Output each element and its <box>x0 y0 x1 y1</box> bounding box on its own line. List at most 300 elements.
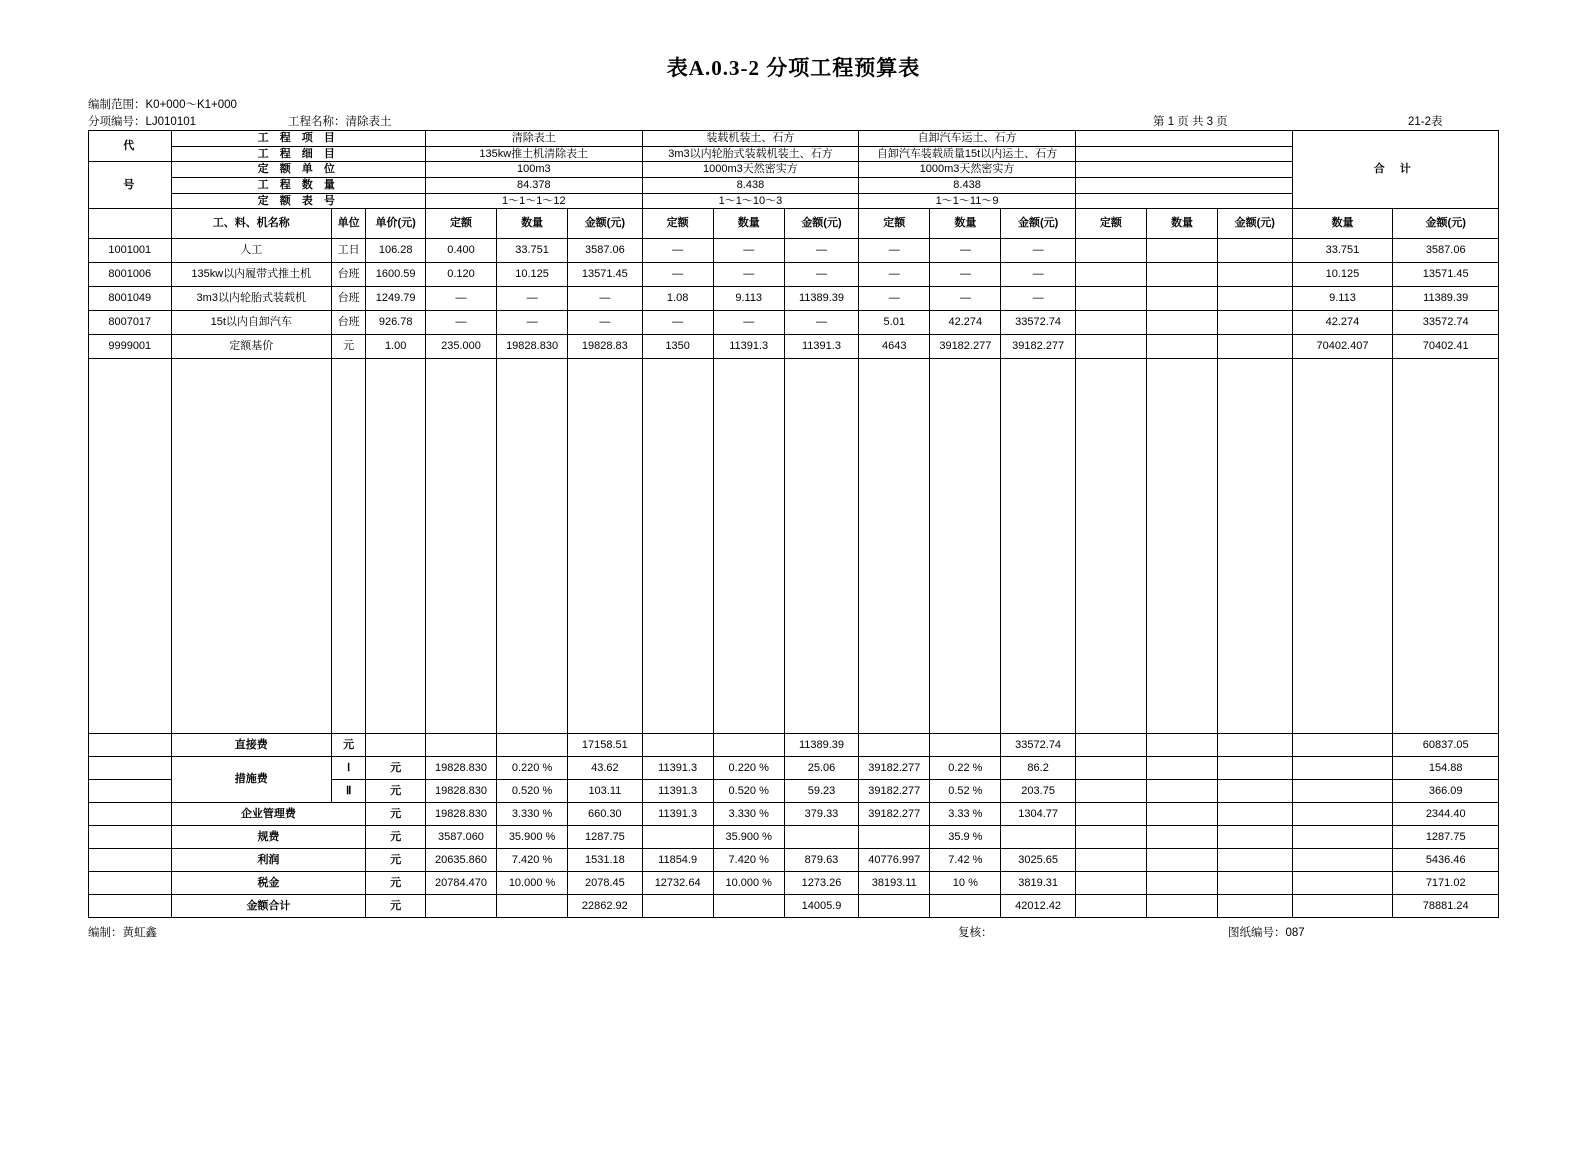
foot-g3-amount: 1304.77 <box>1001 803 1076 826</box>
blank-g2-qty <box>713 359 784 734</box>
header-row-quantity <box>89 177 1499 193</box>
row-g1-amount: 19828.83 <box>568 335 643 359</box>
foot-g1-amount: 22862.92 <box>568 895 643 918</box>
row-g1-qty: 33.751 <box>497 239 568 263</box>
row-total-amount: 70402.41 <box>1393 335 1499 359</box>
table-row <box>89 335 1499 359</box>
row-g3-amount: 39182.277 <box>1001 335 1076 359</box>
row-g2-amount: — <box>784 311 859 335</box>
foot-g4-amount <box>1218 803 1293 826</box>
summary-row-grand-total <box>89 895 1499 918</box>
foot-g3-amount: 3819.31 <box>1001 872 1076 895</box>
row-g4-amount <box>1218 311 1293 335</box>
row-total-qty: 9.113 <box>1292 287 1393 311</box>
foot-g4-amount <box>1218 872 1293 895</box>
header-row-quota-no <box>89 193 1499 209</box>
code-label-bottom: 号 <box>89 162 172 209</box>
foot-g3-base: 40776.997 <box>859 849 930 872</box>
page-title: 表A.0.3-2 分项工程预算表 <box>666 56 921 80</box>
foot-g1-amount: 17158.51 <box>568 734 643 757</box>
row-total-amount: 3587.06 <box>1393 239 1499 263</box>
total-header-label: 合 计 <box>1292 131 1498 209</box>
row-g4-quota <box>1075 287 1146 311</box>
foot-label: 直接费 <box>171 734 331 757</box>
header-label-unit: 定 额 单 位 <box>171 162 425 178</box>
foot-g2-base <box>642 826 713 849</box>
meta-block <box>88 96 1499 130</box>
group1-detail: 135kw推土机清除表土 <box>425 146 642 162</box>
foot-total-qty <box>1292 849 1393 872</box>
summary-row-measure-fee-1 <box>89 757 1499 780</box>
foot-g4-base <box>1075 872 1146 895</box>
table-row <box>89 311 1499 335</box>
foot-g4-rate <box>1146 895 1217 918</box>
foot-g1-amount: 1287.75 <box>568 826 643 849</box>
group4-unit <box>1075 162 1292 178</box>
group1-quota-no: 1～1～1～12 <box>425 193 642 209</box>
row-g1-amount: — <box>568 287 643 311</box>
foot-code <box>89 757 172 780</box>
foot-g2-amount: 14005.9 <box>784 895 859 918</box>
blank-g4-quota <box>1075 359 1146 734</box>
foot-g1-amount: 660.30 <box>568 803 643 826</box>
foot-g2-base: 11391.3 <box>642 803 713 826</box>
foot-price <box>366 734 426 757</box>
foot-g1-base: 20635.860 <box>425 849 496 872</box>
row-g3-amount: — <box>1001 263 1076 287</box>
col-g4-quota: 定额 <box>1075 209 1146 239</box>
foot-unit: 元 <box>366 826 426 849</box>
project-name: 工程名称：清除表土 <box>288 116 392 128</box>
row-g2-amount: 11389.39 <box>784 287 859 311</box>
foot-code <box>89 803 172 826</box>
foot-g4-rate <box>1146 872 1217 895</box>
foot-g1-rate: 35.900 % <box>497 826 568 849</box>
blank-total-qty <box>1292 359 1393 734</box>
foot-g2-amount: 879.63 <box>784 849 859 872</box>
blank-g4-qty <box>1146 359 1217 734</box>
foot-g2-base <box>642 895 713 918</box>
summary-row-tax <box>89 872 1499 895</box>
row-price: 1249.79 <box>366 287 426 311</box>
foot-g3-rate: 3.33 % <box>930 803 1001 826</box>
foot-g4-rate <box>1146 734 1217 757</box>
row-g3-quota: — <box>859 287 930 311</box>
foot-g3-amount: 3025.65 <box>1001 849 1076 872</box>
row-g2-quota: — <box>642 239 713 263</box>
foot-g4-amount <box>1218 780 1293 803</box>
table-row <box>89 287 1499 311</box>
col-g1-qty: 数量 <box>497 209 568 239</box>
foot-g4-rate <box>1146 849 1217 872</box>
row-g4-quota <box>1075 263 1146 287</box>
group2-project: 装载机装土、石方 <box>642 131 859 147</box>
group4-detail <box>1075 146 1292 162</box>
code-label-top: 代 <box>89 131 172 162</box>
foot-g2-rate: 35.900 % <box>713 826 784 849</box>
foot-g2-rate: 10.000 % <box>713 872 784 895</box>
group3-unit: 1000m3天然密实方 <box>859 162 1076 178</box>
foot-code <box>89 895 172 918</box>
row-g3-qty: — <box>930 263 1001 287</box>
group2-unit: 1000m3天然密实方 <box>642 162 859 178</box>
row-g2-qty: 11391.3 <box>713 335 784 359</box>
row-g2-amount: — <box>784 263 859 287</box>
foot-code <box>89 780 172 803</box>
foot-total-qty <box>1292 803 1393 826</box>
blank-total-amount <box>1393 359 1499 734</box>
foot-total-qty <box>1292 895 1393 918</box>
foot-total-amount: 7171.02 <box>1393 872 1499 895</box>
foot-g3-amount: 33572.74 <box>1001 734 1076 757</box>
col-total-qty: 数量 <box>1292 209 1393 239</box>
foot-g1-rate: 0.220 % <box>497 757 568 780</box>
footer-block <box>88 924 1499 942</box>
col-g1-quota: 定额 <box>425 209 496 239</box>
foot-total-qty <box>1292 780 1393 803</box>
foot-total-amount: 1287.75 <box>1393 826 1499 849</box>
col-g4-qty: 数量 <box>1146 209 1217 239</box>
foot-g2-amount <box>784 826 859 849</box>
foot-label: 措施费 <box>171 757 331 803</box>
row-g4-qty <box>1146 335 1217 359</box>
row-g1-qty: — <box>497 287 568 311</box>
foot-unit: 元 <box>331 734 365 757</box>
drawing-number-label: 图纸编号：087 <box>1228 927 1305 940</box>
blank-g1-qty <box>497 359 568 734</box>
header-label-project: 工 程 项 目 <box>171 131 425 147</box>
blank-g4-amount <box>1218 359 1293 734</box>
row-g1-qty: — <box>497 311 568 335</box>
foot-g1-rate: 10.000 % <box>497 872 568 895</box>
row-g3-qty: — <box>930 287 1001 311</box>
foot-total-amount: 366.09 <box>1393 780 1499 803</box>
row-g2-quota: — <box>642 311 713 335</box>
reviewer-label: 复核： <box>958 927 993 940</box>
blank-price <box>366 359 426 734</box>
header-label-quantity: 工 程 数 量 <box>171 177 425 193</box>
header-label-detail: 工 程 细 目 <box>171 146 425 162</box>
foot-code <box>89 849 172 872</box>
row-g1-qty: 10.125 <box>497 263 568 287</box>
row-g3-amount: — <box>1001 287 1076 311</box>
summary-row-profit <box>89 849 1499 872</box>
foot-g4-base <box>1075 849 1146 872</box>
foot-g3-base <box>859 826 930 849</box>
row-g1-quota: 235.000 <box>425 335 496 359</box>
table-row <box>89 263 1499 287</box>
row-g2-amount: 11391.3 <box>784 335 859 359</box>
row-g2-quota: 1350 <box>642 335 713 359</box>
foot-sub: Ⅱ <box>331 780 365 803</box>
blank-g3-qty <box>930 359 1001 734</box>
row-g1-qty: 19828.830 <box>497 335 568 359</box>
foot-g3-rate <box>930 734 1001 757</box>
row-code: 8007017 <box>89 311 172 335</box>
row-g4-quota <box>1075 311 1146 335</box>
row-g2-quota: 1.08 <box>642 287 713 311</box>
foot-g2-amount: 379.33 <box>784 803 859 826</box>
foot-g3-amount <box>1001 826 1076 849</box>
row-price: 926.78 <box>366 311 426 335</box>
page-indicator: 第 1 页 共 3 页 <box>1153 116 1228 128</box>
column-header-row <box>89 209 1499 239</box>
header-label-quota-no: 定 额 表 号 <box>171 193 425 209</box>
row-unit: 台班 <box>331 263 365 287</box>
col-code <box>89 209 172 239</box>
budget-table <box>88 130 1499 918</box>
group2-detail: 3m3以内轮胎式装载机装土、石方 <box>642 146 859 162</box>
foot-g2-amount: 1273.26 <box>784 872 859 895</box>
row-g4-amount <box>1218 263 1293 287</box>
row-g4-qty <box>1146 287 1217 311</box>
row-unit: 工日 <box>331 239 365 263</box>
compile-range: 编制范围：K0+000～K1+000 <box>88 99 237 111</box>
foot-g1-base: 19828.830 <box>425 780 496 803</box>
row-g1-quota: 0.120 <box>425 263 496 287</box>
foot-total-qty <box>1292 757 1393 780</box>
blank-spacer-row <box>89 359 1499 734</box>
row-g4-amount <box>1218 239 1293 263</box>
col-unit: 单位 <box>331 209 365 239</box>
group1-unit: 100m3 <box>425 162 642 178</box>
foot-label: 利润 <box>171 849 366 872</box>
row-g3-qty: 42.274 <box>930 311 1001 335</box>
blank-unit <box>331 359 365 734</box>
foot-unit: 元 <box>366 872 426 895</box>
foot-g2-rate <box>713 734 784 757</box>
blank-g2-amount <box>784 359 859 734</box>
row-g1-quota: — <box>425 287 496 311</box>
row-g3-qty: — <box>930 239 1001 263</box>
foot-g1-rate: 7.420 % <box>497 849 568 872</box>
row-name: 人工 <box>171 239 331 263</box>
row-code: 8001049 <box>89 287 172 311</box>
foot-g2-rate <box>713 895 784 918</box>
foot-g3-base: 39182.277 <box>859 780 930 803</box>
foot-g1-amount: 43.62 <box>568 757 643 780</box>
foot-g2-rate: 7.420 % <box>713 849 784 872</box>
row-g3-quota: 5.01 <box>859 311 930 335</box>
foot-g2-amount: 25.06 <box>784 757 859 780</box>
row-g1-quota: 0.400 <box>425 239 496 263</box>
foot-g1-rate: 0.520 % <box>497 780 568 803</box>
row-g3-amount: — <box>1001 239 1076 263</box>
row-g2-qty: — <box>713 311 784 335</box>
row-total-qty: 42.274 <box>1292 311 1393 335</box>
group4-project <box>1075 131 1292 147</box>
row-g1-amount: 13571.45 <box>568 263 643 287</box>
foot-g1-base <box>425 734 496 757</box>
foot-g4-base <box>1075 826 1146 849</box>
row-unit: 台班 <box>331 311 365 335</box>
row-g2-quota: — <box>642 263 713 287</box>
row-g4-qty <box>1146 263 1217 287</box>
row-g2-qty: — <box>713 239 784 263</box>
col-g3-qty: 数量 <box>930 209 1001 239</box>
foot-g1-rate <box>497 895 568 918</box>
foot-g2-base: 11391.3 <box>642 780 713 803</box>
group2-quota-no: 1～1～10～3 <box>642 193 859 209</box>
foot-unit: 元 <box>366 757 426 780</box>
foot-g4-rate <box>1146 803 1217 826</box>
foot-g1-rate: 3.330 % <box>497 803 568 826</box>
foot-g1-rate <box>497 734 568 757</box>
table-row <box>89 239 1499 263</box>
group1-quantity: 84.378 <box>425 177 642 193</box>
row-g3-amount: 33572.74 <box>1001 311 1076 335</box>
col-g2-qty: 数量 <box>713 209 784 239</box>
col-g4-amount: 金额(元) <box>1218 209 1293 239</box>
foot-total-amount: 5436.46 <box>1393 849 1499 872</box>
foot-total-qty <box>1292 872 1393 895</box>
foot-g2-base <box>642 734 713 757</box>
foot-g4-rate <box>1146 757 1217 780</box>
foot-unit: 元 <box>366 849 426 872</box>
blank-g2-quota <box>642 359 713 734</box>
blank-g1-quota <box>425 359 496 734</box>
foot-total-amount: 60837.05 <box>1393 734 1499 757</box>
row-g3-quota: 4643 <box>859 335 930 359</box>
foot-g4-amount <box>1218 826 1293 849</box>
foot-g2-rate: 0.220 % <box>713 757 784 780</box>
row-total-qty: 10.125 <box>1292 263 1393 287</box>
row-total-amount: 13571.45 <box>1393 263 1499 287</box>
foot-label: 金额合计 <box>171 895 366 918</box>
group3-quota-no: 1～1～11～9 <box>859 193 1076 209</box>
foot-g4-base <box>1075 734 1146 757</box>
foot-g3-rate: 0.52 % <box>930 780 1001 803</box>
foot-g3-base: 38193.11 <box>859 872 930 895</box>
foot-g3-amount: 42012.42 <box>1001 895 1076 918</box>
col-g3-amount: 金额(元) <box>1001 209 1076 239</box>
foot-g4-base <box>1075 895 1146 918</box>
row-total-amount: 11389.39 <box>1393 287 1499 311</box>
row-total-qty: 33.751 <box>1292 239 1393 263</box>
foot-label: 税金 <box>171 872 366 895</box>
row-g4-quota <box>1075 335 1146 359</box>
foot-g1-amount: 1531.18 <box>568 849 643 872</box>
header-row-detail <box>89 146 1499 162</box>
row-g4-quota <box>1075 239 1146 263</box>
summary-row-statutory-fee <box>89 826 1499 849</box>
foot-g3-base <box>859 895 930 918</box>
row-name: 15t以内自卸汽车 <box>171 311 331 335</box>
foot-label: 规费 <box>171 826 366 849</box>
blank-g3-quota <box>859 359 930 734</box>
item-number: 分项编号：LJ010101 <box>88 116 197 128</box>
col-total-amount: 金额(元) <box>1393 209 1499 239</box>
row-g2-amount: — <box>784 239 859 263</box>
foot-g1-base: 20784.470 <box>425 872 496 895</box>
row-g1-amount: — <box>568 311 643 335</box>
row-g2-qty: 9.113 <box>713 287 784 311</box>
foot-g4-base <box>1075 803 1146 826</box>
row-g2-qty: — <box>713 263 784 287</box>
row-g4-amount <box>1218 335 1293 359</box>
foot-total-qty <box>1292 734 1393 757</box>
foot-total-amount: 154.88 <box>1393 757 1499 780</box>
row-unit: 台班 <box>331 287 365 311</box>
foot-sub: Ⅰ <box>331 757 365 780</box>
sheet-number: 21-2表 <box>1408 116 1443 128</box>
row-g4-amount <box>1218 287 1293 311</box>
row-g3-qty: 39182.277 <box>930 335 1001 359</box>
foot-g3-rate <box>930 895 1001 918</box>
foot-total-qty <box>1292 826 1393 849</box>
foot-g3-rate: 7.42 % <box>930 849 1001 872</box>
col-g2-quota: 定额 <box>642 209 713 239</box>
row-code: 1001001 <box>89 239 172 263</box>
foot-g4-amount <box>1218 734 1293 757</box>
foot-g3-rate: 10 % <box>930 872 1001 895</box>
row-g1-quota: — <box>425 311 496 335</box>
foot-g3-amount: 203.75 <box>1001 780 1076 803</box>
foot-g3-rate: 35.9 % <box>930 826 1001 849</box>
foot-g1-base: 19828.830 <box>425 803 496 826</box>
group4-quantity <box>1075 177 1292 193</box>
row-g3-quota: — <box>859 263 930 287</box>
summary-row-management-fee <box>89 803 1499 826</box>
summary-row-direct-cost <box>89 734 1499 757</box>
row-total-qty: 70402.407 <box>1292 335 1393 359</box>
group3-quantity: 8.438 <box>859 177 1076 193</box>
foot-g4-base <box>1075 780 1146 803</box>
row-g4-qty <box>1146 239 1217 263</box>
budget-sheet-page <box>0 52 1587 1174</box>
foot-unit: 元 <box>366 895 426 918</box>
foot-g2-rate: 3.330 % <box>713 803 784 826</box>
blank-code <box>89 359 172 734</box>
foot-g3-base <box>859 734 930 757</box>
group1-project: 清除表土 <box>425 131 642 147</box>
row-name: 135kw以内履带式推土机 <box>171 263 331 287</box>
foot-g3-amount: 86.2 <box>1001 757 1076 780</box>
foot-g1-base: 3587.060 <box>425 826 496 849</box>
blank-name <box>171 359 331 734</box>
row-price: 1.00 <box>366 335 426 359</box>
foot-g1-base <box>425 895 496 918</box>
blank-g1-amount <box>568 359 643 734</box>
row-g3-quota: — <box>859 239 930 263</box>
foot-g4-base <box>1075 757 1146 780</box>
group2-quantity: 8.438 <box>642 177 859 193</box>
foot-label: 企业管理费 <box>171 803 366 826</box>
col-price: 单价(元) <box>366 209 426 239</box>
foot-total-amount: 2344.40 <box>1393 803 1499 826</box>
foot-code <box>89 872 172 895</box>
foot-g2-amount: 59.23 <box>784 780 859 803</box>
foot-g1-amount: 103.11 <box>568 780 643 803</box>
col-g3-quota: 定额 <box>859 209 930 239</box>
foot-g3-base: 39182.277 <box>859 757 930 780</box>
foot-g2-rate: 0.520 % <box>713 780 784 803</box>
group4-quota-no <box>1075 193 1292 209</box>
foot-code <box>89 826 172 849</box>
group3-detail: 自卸汽车装载质量15t以内运土、石方 <box>859 146 1076 162</box>
foot-g2-base: 11391.3 <box>642 757 713 780</box>
foot-total-amount: 78881.24 <box>1393 895 1499 918</box>
row-name: 定额基价 <box>171 335 331 359</box>
foot-unit: 元 <box>366 803 426 826</box>
foot-g4-amount <box>1218 849 1293 872</box>
author-label: 编制：黄虹鑫 <box>88 927 157 940</box>
row-unit: 元 <box>331 335 365 359</box>
row-total-amount: 33572.74 <box>1393 311 1499 335</box>
row-name: 3m3以内轮胎式装载机 <box>171 287 331 311</box>
row-code: 8001006 <box>89 263 172 287</box>
foot-code <box>89 734 172 757</box>
